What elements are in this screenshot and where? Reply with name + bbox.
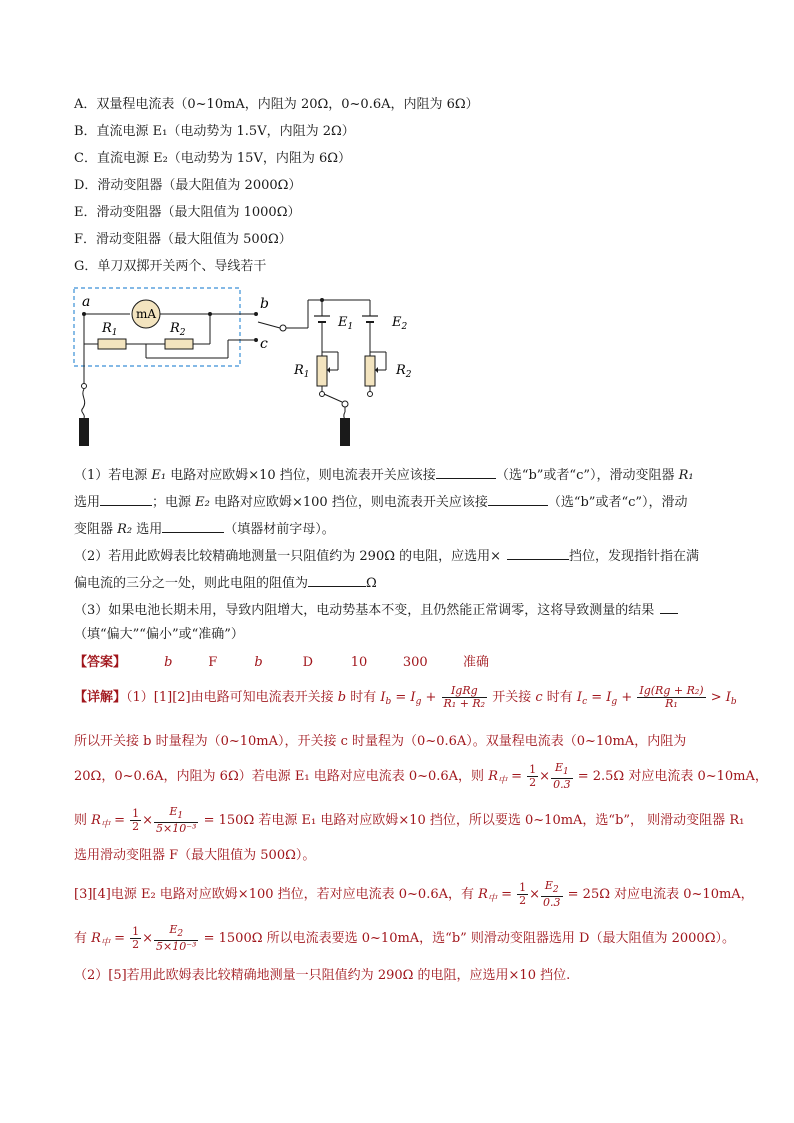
answer-blank-2[interactable] bbox=[100, 491, 152, 506]
shunt-resistor-r1 bbox=[98, 339, 126, 349]
formula-frac-b: $\frac{\text{IgRg}}{\text{R₁ + R₂}}$ bbox=[443, 684, 486, 710]
question-2-line-2: 偏电流的三分之一处，则此电阻的阻值为 Ω bbox=[74, 572, 377, 593]
option-c: C．直流电源 E₂（电动势为 15V，内阻为 6Ω） bbox=[74, 151, 352, 166]
answer-value-5: 10 bbox=[350, 655, 368, 670]
option-f: F．滑动变阻器（最大阻值为 500Ω） bbox=[74, 232, 292, 247]
detail-line-1: 【详解】（1）[1][2]由电路可知电流表开关接 b 时有 $I_b = I_g$ + $\frac{\text{IgRg}}{\text{R₁ + R₂}}$ 开关接 c 时有 $I_c = I_g$ + $\frac{\text{Ig(Rg + R₂)}}{\text{R₁}}$ > $I_b$ bbox=[74, 684, 737, 710]
formula-ic: $I_c$ bbox=[576, 690, 588, 707]
question-3-line-2: （填“偏大”“偏小”或“准确”） bbox=[74, 627, 244, 642]
answer-blank-1[interactable] bbox=[436, 464, 496, 479]
answer-blank-6[interactable] bbox=[308, 572, 366, 587]
r2-label: $R_2$ bbox=[170, 321, 186, 338]
answer-label: 【答案】 bbox=[74, 655, 127, 670]
answer-blank-3[interactable] bbox=[488, 491, 548, 506]
rheostat-r2-label: $R_2$ bbox=[396, 363, 412, 380]
detail-line-8: （2）[5]若用此欧姆表比较精确地测量一只阻值约为 290Ω 的电阻，应选用×10 挡位. bbox=[74, 968, 571, 983]
detail-line-7: 有 $R_中$ = $\frac{1}{2}$ × $\frac{E_2}{\text{5×10⁻³}}$ = 1500Ω 所以电流表要选 0~10mA，选“b” 则滑动变阻器选用 D（最大阻值为 2000Ω）。 bbox=[74, 923, 735, 953]
rheostat-r1 bbox=[317, 356, 327, 386]
circuit-diagram bbox=[60, 282, 440, 452]
option-g: G．单刀双掷开关两个、导线若干 bbox=[74, 259, 267, 274]
answer-value-2: F bbox=[208, 655, 218, 670]
rheostat-r1-label: $R_1$ bbox=[294, 363, 310, 380]
formula-frac-c: $\frac{\text{Ig(Rg + R₂)}}{\text{R₁}}$ bbox=[639, 684, 704, 710]
ammeter-dashed-box bbox=[74, 288, 240, 366]
detail-label: 【详解】 bbox=[74, 690, 127, 705]
answer-blank-7[interactable] bbox=[660, 599, 678, 614]
question-1-line-1: （1）若电源 E₁ 电路对应欧姆×10 挡位，则电流表开关应该接 （选“b”或者“c”），滑动变阻器 R₁ bbox=[74, 464, 694, 485]
range-switch-pivot bbox=[280, 325, 286, 331]
shunt-resistor-r2 bbox=[165, 339, 193, 349]
rheostat-r2 bbox=[365, 356, 375, 386]
detail-line-2: 所以开关接 b 时量程为（0~10mA），开关接 c 时量程为（0~0.6A）。双量程电流表（0~10mA，内阻为 bbox=[74, 734, 687, 749]
answer-blank-4[interactable] bbox=[162, 518, 224, 533]
right-probe-plug bbox=[340, 418, 350, 446]
meter-label: mA bbox=[135, 307, 157, 321]
answer-value-1: b bbox=[164, 655, 173, 670]
terminal-c-label: c bbox=[260, 336, 268, 352]
e1-label: $E_1$ bbox=[338, 315, 354, 332]
question-3-line-1: （3）如果电池长期未用，导致内阻增大，电动势基本不变，且仍然能正常调零，这将导致测量的结果 bbox=[74, 599, 678, 620]
r1-label: $R_1$ bbox=[102, 321, 118, 338]
answer-blank-5[interactable] bbox=[507, 545, 569, 560]
detail-line-4: 则 $R_中$ = $\frac{1}{2}$ × $\frac{E_1}{\text{5×10⁻³}}$ = 150Ω 若电源 E₁ 电路对应欧姆×10 挡位，所以要选 0~10mA，选“b”， 则滑动变阻器 R₁ bbox=[74, 805, 745, 835]
e2-label: $E_2$ bbox=[392, 315, 408, 332]
option-d: D．滑动变阻器（最大阻值为 2000Ω） bbox=[74, 178, 302, 193]
detail-line-5: 选用滑动变阻器 F（最大阻值为 500Ω）。 bbox=[74, 848, 316, 863]
option-b: B．直流电源 E₁（电动势为 1.5V，内阻为 2Ω） bbox=[74, 124, 355, 139]
detail-line-3: 20Ω，0~0.6A，内阻为 6Ω）若电源 E₁ 电路对应电流表 0~0.6A，则 $R_中$ = $\frac{1}{2}$ × $\frac{E_1}{0.3}$ = 2.5Ω 对应电流表 0~10mA， bbox=[74, 761, 768, 791]
answer-value-3: b bbox=[254, 655, 263, 670]
answer-value-4: D bbox=[302, 655, 313, 670]
answer-value-7: 准确 bbox=[462, 655, 489, 670]
question-1-line-2: 选用 ；电源 E₂ 电路对应欧姆×100 挡位，则电流表开关应该接 （选“b”或者“c”），滑动 bbox=[74, 491, 688, 512]
answer-value-6: 300 bbox=[402, 655, 428, 670]
formula-ib: $I_b$ bbox=[380, 690, 392, 707]
source-switch-pivot bbox=[342, 401, 348, 407]
question-2-line-1: （2）若用此欧姆表比较精确地测量一只阻值约为 290Ω 的电阻，应选用× 挡位，发现指针指在满 bbox=[74, 545, 699, 566]
detail-line-6: [3][4]电源 E₂ 电路对应欧姆×100 挡位，若对应电流表 0~0.6A，有 $R_中$ = $\frac{1}{2}$ × $\frac{E_2}{0.3}$ = 25Ω 对应电流表 0~10mA， bbox=[74, 879, 754, 909]
left-probe-plug bbox=[79, 418, 89, 446]
terminal-b-label: b bbox=[260, 296, 269, 312]
option-a: A．双量程电流表（0~10mA，内阻为 20Ω，0~0.6A，内阻为 6Ω） bbox=[74, 97, 479, 112]
question-1-line-3: 变阻器 R₂ 选用 （填器材前字母）。 bbox=[74, 518, 335, 539]
option-e: E．滑动变阻器（最大阻值为 1000Ω） bbox=[74, 205, 301, 220]
terminal-a-label: a bbox=[82, 294, 91, 310]
answer-row bbox=[74, 654, 489, 672]
